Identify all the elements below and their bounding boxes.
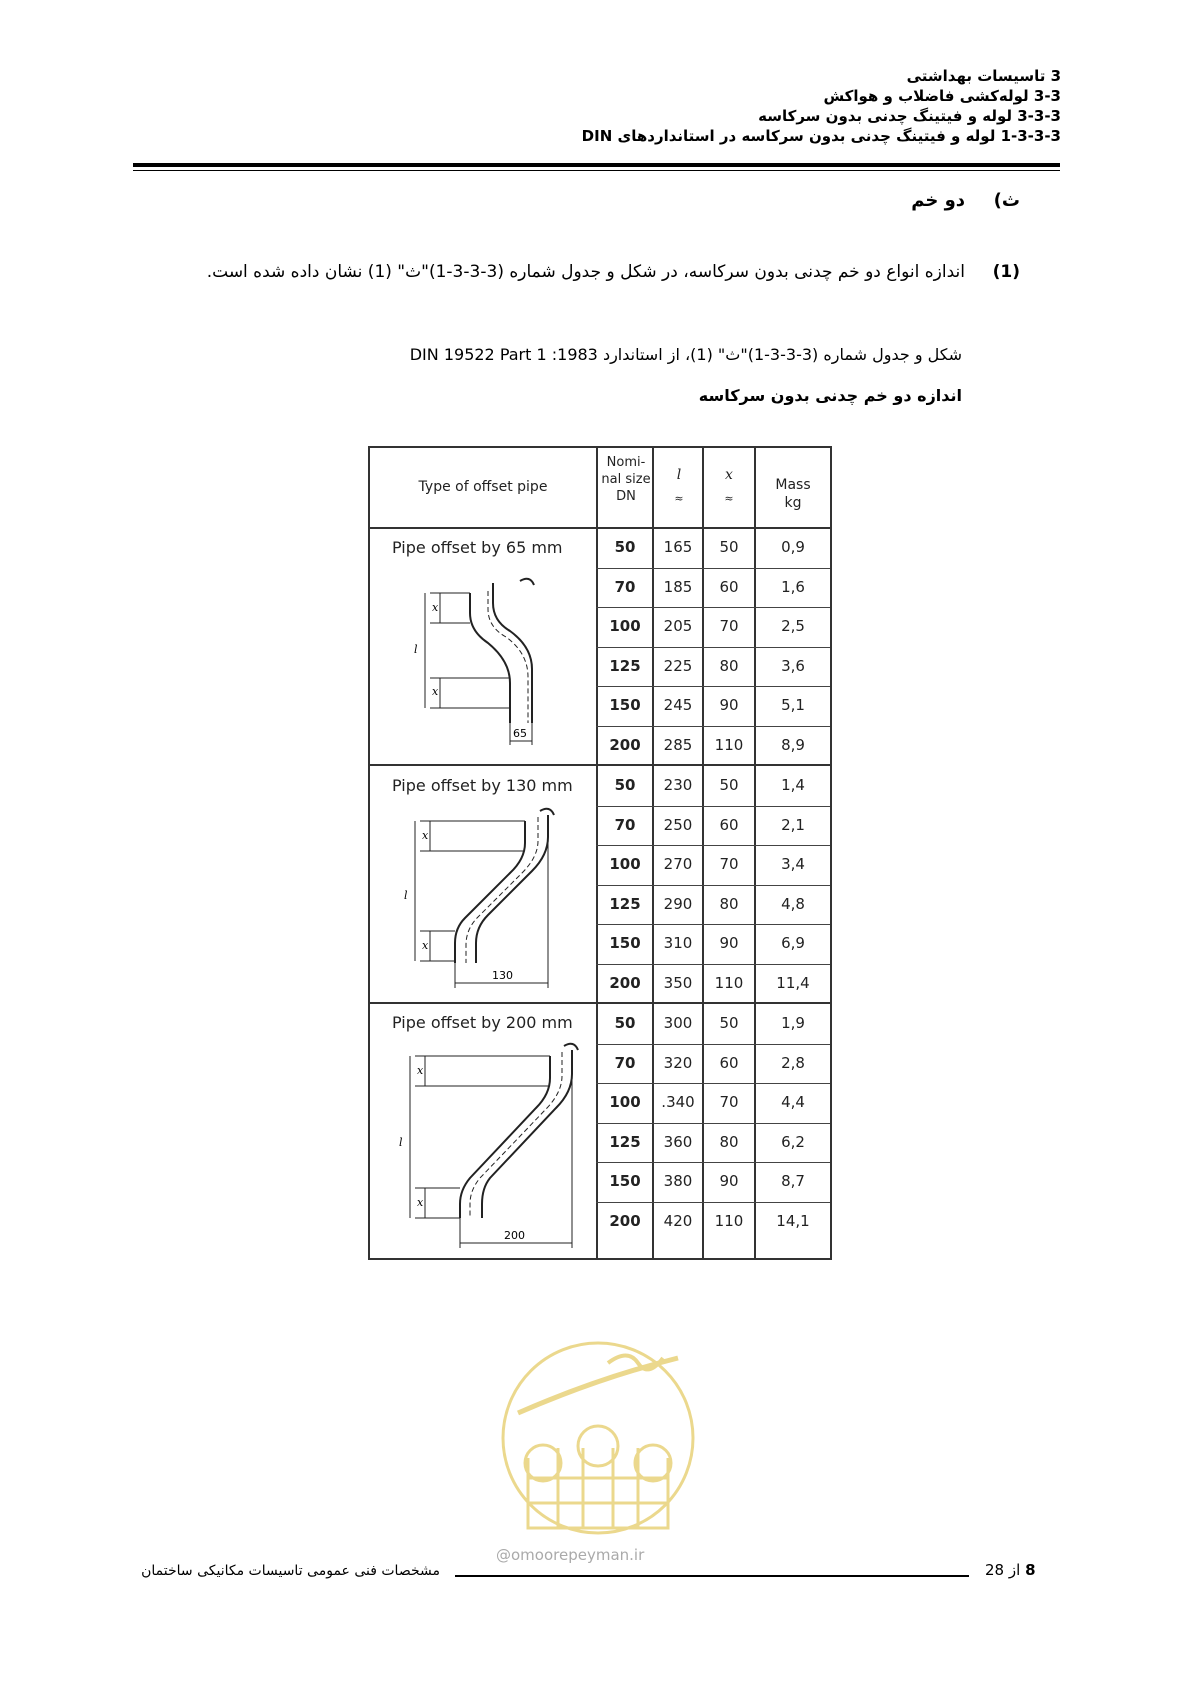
cell-x: 70	[719, 855, 739, 874]
cell-mass: 5,1	[781, 696, 805, 715]
watermark-logo	[488, 1318, 708, 1583]
cell-x: 60	[719, 815, 739, 834]
offset-200-drawing	[390, 1038, 590, 1253]
cell-mass: 6,9	[781, 934, 805, 953]
cell-l: 230	[663, 776, 693, 794]
cell-mass: 11,4	[776, 974, 810, 992]
header-line-subsubsection: 1-3-3-3 لوله و فیتینگ چدنی بدون سرکاسه در استانداردهای DIN	[581, 127, 1061, 145]
cell-x: 80	[719, 894, 739, 913]
page-current: 8	[1025, 1561, 1036, 1579]
drawing2-dim: 130	[492, 969, 513, 982]
cell-dn: 100	[609, 855, 641, 874]
cell-mass: 3,6	[781, 656, 805, 675]
page-number	[985, 1561, 1036, 1579]
drawing3-l: l	[399, 1136, 403, 1149]
group-title-130: Pipe offset by 130 mm	[392, 776, 573, 795]
cell-x: 110	[714, 974, 744, 992]
cell-dn: 50	[614, 1014, 636, 1032]
header-line-chapter: 3 تاسیسات بهداشتی	[906, 67, 1061, 85]
drawing1-dim: 65	[513, 727, 527, 740]
cell-mass: 8,7	[781, 1172, 805, 1191]
header-nominal-line1: Nomi-	[606, 455, 646, 470]
header-type: Type of offset pipe	[418, 479, 548, 495]
cell-mass: 3,4	[781, 855, 805, 874]
cell-mass: 4,8	[781, 894, 805, 913]
cell-l: .340	[661, 1093, 695, 1112]
paragraph-text: اندازه انواع دو خم چدنی بدون سرکاسه، در شکل و جدول شماره (3-3-3-1)"ث" (1) نشان داده شده است.	[206, 262, 965, 282]
header-mass-line2: kg	[784, 495, 802, 511]
offset-130-drawing	[400, 803, 570, 993]
cell-l: 285	[663, 736, 693, 754]
cell-mass: 2,5	[781, 617, 805, 636]
header-rule-thin	[133, 170, 1060, 171]
header-mass-line1: Mass	[775, 477, 811, 493]
figure-caption: شکل و جدول شماره (3-3-3-1)"ث" (1)، از استاندارد DIN 19522 Part 1 :1983	[409, 345, 962, 364]
cell-x: 90	[719, 696, 739, 715]
drawing3-dim: 200	[504, 1229, 525, 1242]
section-title: دو خم	[911, 190, 965, 211]
drawing2-l: l	[404, 889, 408, 902]
cell-dn: 200	[609, 1212, 641, 1230]
group-title-65: Pipe offset by 65 mm	[392, 538, 563, 557]
drawing2-x-top: x	[422, 829, 429, 842]
header-line-section: 3-3 لوله‌کشی فاضلاب و هواکش	[823, 87, 1061, 105]
document-header	[582, 66, 1061, 146]
cell-x: 90	[719, 1172, 739, 1191]
cell-l: 250	[663, 815, 693, 834]
header-line-subsection: 3-3-3 لوله و فیتینگ چدنی بدون سرکاسه	[758, 107, 1061, 125]
offset-65-drawing	[410, 573, 540, 753]
drawing1-l: l	[414, 643, 418, 656]
cell-dn: 100	[609, 617, 641, 636]
cell-dn: 200	[609, 736, 641, 754]
header-l-approx: ≈	[674, 492, 684, 505]
section-label: ث)	[993, 190, 1020, 211]
footer-title: مشخصات فنی عمومی تاسیسات مکانیکی ساختمان	[141, 1563, 440, 1579]
cell-x: 60	[719, 577, 739, 596]
page-of: از	[1008, 1561, 1021, 1579]
cell-x: 110	[714, 1212, 744, 1230]
cell-l: 270	[663, 855, 693, 874]
cell-l: 360	[663, 1132, 693, 1151]
cell-x: 50	[719, 538, 739, 556]
cell-dn: 70	[614, 815, 636, 834]
cell-dn: 125	[609, 656, 641, 675]
cell-mass: 2,8	[781, 1053, 805, 1072]
paragraph-number: (1)	[992, 262, 1020, 282]
footer-rule	[455, 1575, 969, 1577]
cell-l: 310	[663, 934, 693, 953]
group-title-200: Pipe offset by 200 mm	[392, 1013, 573, 1032]
cell-x: 110	[714, 736, 744, 754]
cell-l: 225	[663, 656, 693, 675]
cell-x: 90	[719, 934, 739, 953]
header-x-approx: ≈	[724, 492, 734, 505]
cell-x: 80	[719, 656, 739, 675]
drawing1-x-top: x	[432, 601, 439, 614]
header-nominal-size	[598, 454, 654, 505]
header-mass	[756, 476, 830, 512]
cell-l: 420	[663, 1212, 693, 1230]
watermark-url: @omoorepeyman.ir	[496, 1546, 645, 1564]
cell-l: 165	[663, 538, 693, 556]
cell-l: 185	[663, 577, 693, 596]
header-l-symbol: l	[676, 467, 682, 483]
drawing3-x-top: x	[417, 1064, 424, 1077]
drawing1-x-bottom: x	[432, 685, 439, 698]
cell-dn: 70	[614, 577, 636, 596]
offset-pipe-table	[368, 446, 832, 1260]
cell-dn: 150	[609, 934, 641, 953]
cell-l: 245	[663, 696, 693, 715]
cell-mass: 1,4	[781, 776, 805, 794]
cell-dn: 50	[614, 776, 636, 794]
cell-mass: 2,1	[781, 815, 805, 834]
section-heading	[911, 190, 1020, 211]
cell-l: 380	[663, 1172, 693, 1191]
page-total: 28	[985, 1561, 1005, 1579]
cell-x: 80	[719, 1132, 739, 1151]
cell-mass: 14,1	[776, 1212, 810, 1230]
cell-l: 205	[663, 617, 693, 636]
cell-mass: 0,9	[781, 538, 805, 556]
cell-dn: 150	[609, 696, 641, 715]
cell-dn: 125	[609, 1132, 641, 1151]
cell-x: 60	[719, 1053, 739, 1072]
cell-mass: 6,2	[781, 1132, 805, 1151]
header-nominal-line3: DN	[616, 489, 636, 504]
cell-dn: 125	[609, 894, 641, 913]
header-x-symbol: x	[725, 467, 733, 483]
header-nominal-line2: nal size	[601, 472, 651, 487]
cell-l: 350	[663, 974, 693, 992]
cell-dn: 100	[609, 1093, 641, 1112]
cell-mass: 4,4	[781, 1093, 805, 1112]
cell-mass: 8,9	[781, 736, 805, 754]
drawing3-x-bottom: x	[417, 1196, 424, 1209]
cell-x: 50	[719, 776, 739, 794]
cell-dn: 200	[609, 974, 641, 992]
header-rule-thick	[133, 163, 1060, 167]
cell-dn: 50	[614, 538, 636, 556]
figure-subtitle: اندازه دو خم چدنی بدون سرکاسه	[698, 386, 962, 405]
cell-l: 300	[663, 1014, 693, 1032]
cell-mass: 1,9	[781, 1014, 805, 1032]
cell-mass: 1,6	[781, 577, 805, 596]
cell-x: 70	[719, 617, 739, 636]
header-l	[654, 466, 704, 508]
cell-dn: 70	[614, 1053, 636, 1072]
drawing2-x-bottom: x	[422, 939, 429, 952]
cell-l: 320	[663, 1053, 693, 1072]
header-x	[704, 466, 754, 508]
cell-x: 50	[719, 1014, 739, 1032]
cell-l: 290	[663, 894, 693, 913]
cell-dn: 150	[609, 1172, 641, 1191]
cell-x: 70	[719, 1093, 739, 1112]
paragraph	[207, 262, 1020, 282]
